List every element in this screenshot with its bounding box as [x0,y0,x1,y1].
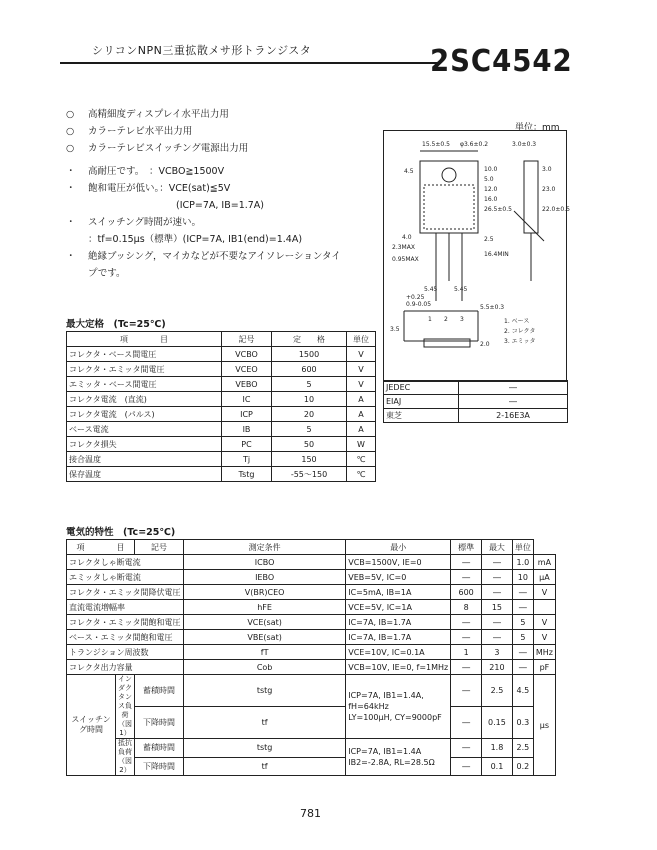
app-item: ○ カラーテレビスイッチング電源出力用 [66,143,249,154]
pin-number: 1 [428,316,432,323]
table-row: 下降時間 tf ― 0.1 0.2 [67,757,556,776]
table-row: スイッチング時間 インダクタンス負荷（図1） 蓄積時間 tstg ICP=7A, IB1=1.4A, fH=64kHz LY=100μH, CY=9000pF ― 2.5 4.5 μs [67,675,556,707]
dim-label: +0.25 [406,294,425,301]
applications-list [66,106,248,157]
table-row: コレクタ出力容量 Cob VCB=10V, IE=0, f=1MHz ― 210 ― pF [67,660,556,675]
app-item: ○ 高精細度ディスプレイ水平出力用 [66,109,229,120]
package-std-table [383,380,568,423]
dim-label: 16.4MIN [484,251,509,258]
feature-item: ：tf=0.15μs（標準）(ICP=7A, IB1(end)=1.4A) [88,234,303,245]
table-row: ベース・エミッタ間飽和電圧 VBE(sat) IC=7A, IB=1.7A ― ― 5 V [67,630,556,645]
dim-label: 22.0±0.5 [542,206,570,213]
feature-item: ・ スイッチング時間が速い。 [66,217,201,228]
table-row: コレクタしゃ断電流 ICBO VCB=1500V, IE=0 ― ― 1.0 mA [67,555,556,570]
elec-table [66,539,556,776]
dim-label: 5.45 [424,286,438,293]
table-row: EIAJ ― [384,395,568,409]
table-row: コレクタ電流 (直流) IC 10 A [67,392,376,407]
table-row: コレクタ・エミッタ間降伏電圧 V(BR)CEO IC=5mA, IB=1A 600 ― ― V [67,585,556,600]
max-ratings-table [66,331,376,482]
feature-item: (ICP=7A, IB=1.7A) [176,200,265,211]
dim-label: 10.0 [484,166,498,173]
dim-label: φ3.6±0.2 [460,141,489,148]
table-row: エミッタ・ベース間電圧 VEBO 5 V [67,377,376,392]
feature-item: プです。 [88,268,126,279]
elec-title: 電気的特性 (Tc=25℃) [66,527,176,538]
table-row: 直流電流増幅率 hFE VCE=5V, IC=1A 8 15 ― [67,600,556,615]
feature-item: ・ 飽和電圧が低い。：VCE(sat)≦5V [66,183,231,194]
package-drawing [383,130,570,382]
table-row: エミッタしゃ断電流 IEBO VEB=5V, IC=0 ― ― 10 μA [67,570,556,585]
dim-label: 5.0 [484,176,494,183]
page-number: 781 [300,807,321,820]
dim-label: 12.0 [484,186,498,193]
feature-item: ・ 高耐圧です。 ：VCBO≧1500V [66,166,225,177]
subtitle: シリコンNPN三重拡散メサ形トランジスタ [92,44,312,57]
pin-legend: 2. コレクタ [504,328,536,335]
features-list [66,163,341,282]
pin-number: 2 [444,316,448,323]
dim-label: 26.5±0.5 [484,206,512,213]
pin-legend: 1. ベース [504,318,530,325]
dim-label: 5.5±0.3 [480,304,505,311]
max-ratings-title: 最大定格 (Tc=25℃) [66,319,166,330]
table-row: 東芝 2-16E3A [384,409,568,423]
table-row: コレクタ・エミッタ間電圧 VCEO 600 V [67,362,376,377]
dim-label: 3.0±0.3 [512,141,537,148]
table-row: コレクタ・ベース間電圧 VCBO 1500 V [67,347,376,362]
dim-label: 3.5 [390,326,400,333]
pin-legend: 3. エミッタ [504,338,536,345]
dim-label: 2.0 [480,341,490,348]
part-number: 2SC4542 [430,44,573,79]
table-row: 保存温度 Tstg -55～150 ℃ [67,467,376,482]
dim-label: 5.45 [454,286,468,293]
dim-label: 15.5±0.5 [422,141,450,148]
dim-label: 3.0 [542,166,552,173]
header-rule [60,62,440,64]
table-row: 下降時間 tf ― 0.15 0.3 [67,707,556,739]
table-row: コレクタ電流 (パルス) ICP 20 A [67,407,376,422]
dim-label: 23.0 [542,186,556,193]
feature-item: ・ 絶縁ブッシング，マイカなどが不要なアイソレーションタイ [66,251,341,262]
dim-label: 0.95MAX [392,256,419,263]
dim-label: 4.5 [404,168,414,175]
pin-number: 3 [460,316,464,323]
table-row: トランジション周波数 fT VCE=10V, IC=0.1A 1 3 ― MHz [67,645,556,660]
dim-label: 0.9-0.05 [406,301,432,308]
package-outline-svg [384,131,570,381]
unit-label: 単位：mm [515,123,560,133]
table-header: 項 目 記号 測定条件 最小 標準 最大 単位 [67,540,556,555]
app-item: ○ カラーテレビ水平出力用 [66,126,193,137]
table-header: 項 目 記号 定 格 単位 [67,332,376,347]
table-row: 接合温度 Tj 150 ℃ [67,452,376,467]
dim-label: 4.0 [402,234,412,241]
dim-label: 16.0 [484,196,498,203]
table-row: コレクタ・エミッタ間飽和電圧 VCE(sat) IC=7A, IB=1.7A ― ― 5 V [67,615,556,630]
dim-label: 2.3MAX [392,244,415,251]
dim-label: 2.5 [484,236,494,243]
table-row: コレクタ損失 PC 50 W [67,437,376,452]
table-row: ベース電流 IB 5 A [67,422,376,437]
table-row: JEDEC ― [384,381,568,395]
table-row: 抵抗負荷（図2） 蓄積時間 tstg ICP=7A, IB1=1.4A IB2=-2.8A, RL=28.5Ω ― 1.8 2.5 [67,739,556,758]
